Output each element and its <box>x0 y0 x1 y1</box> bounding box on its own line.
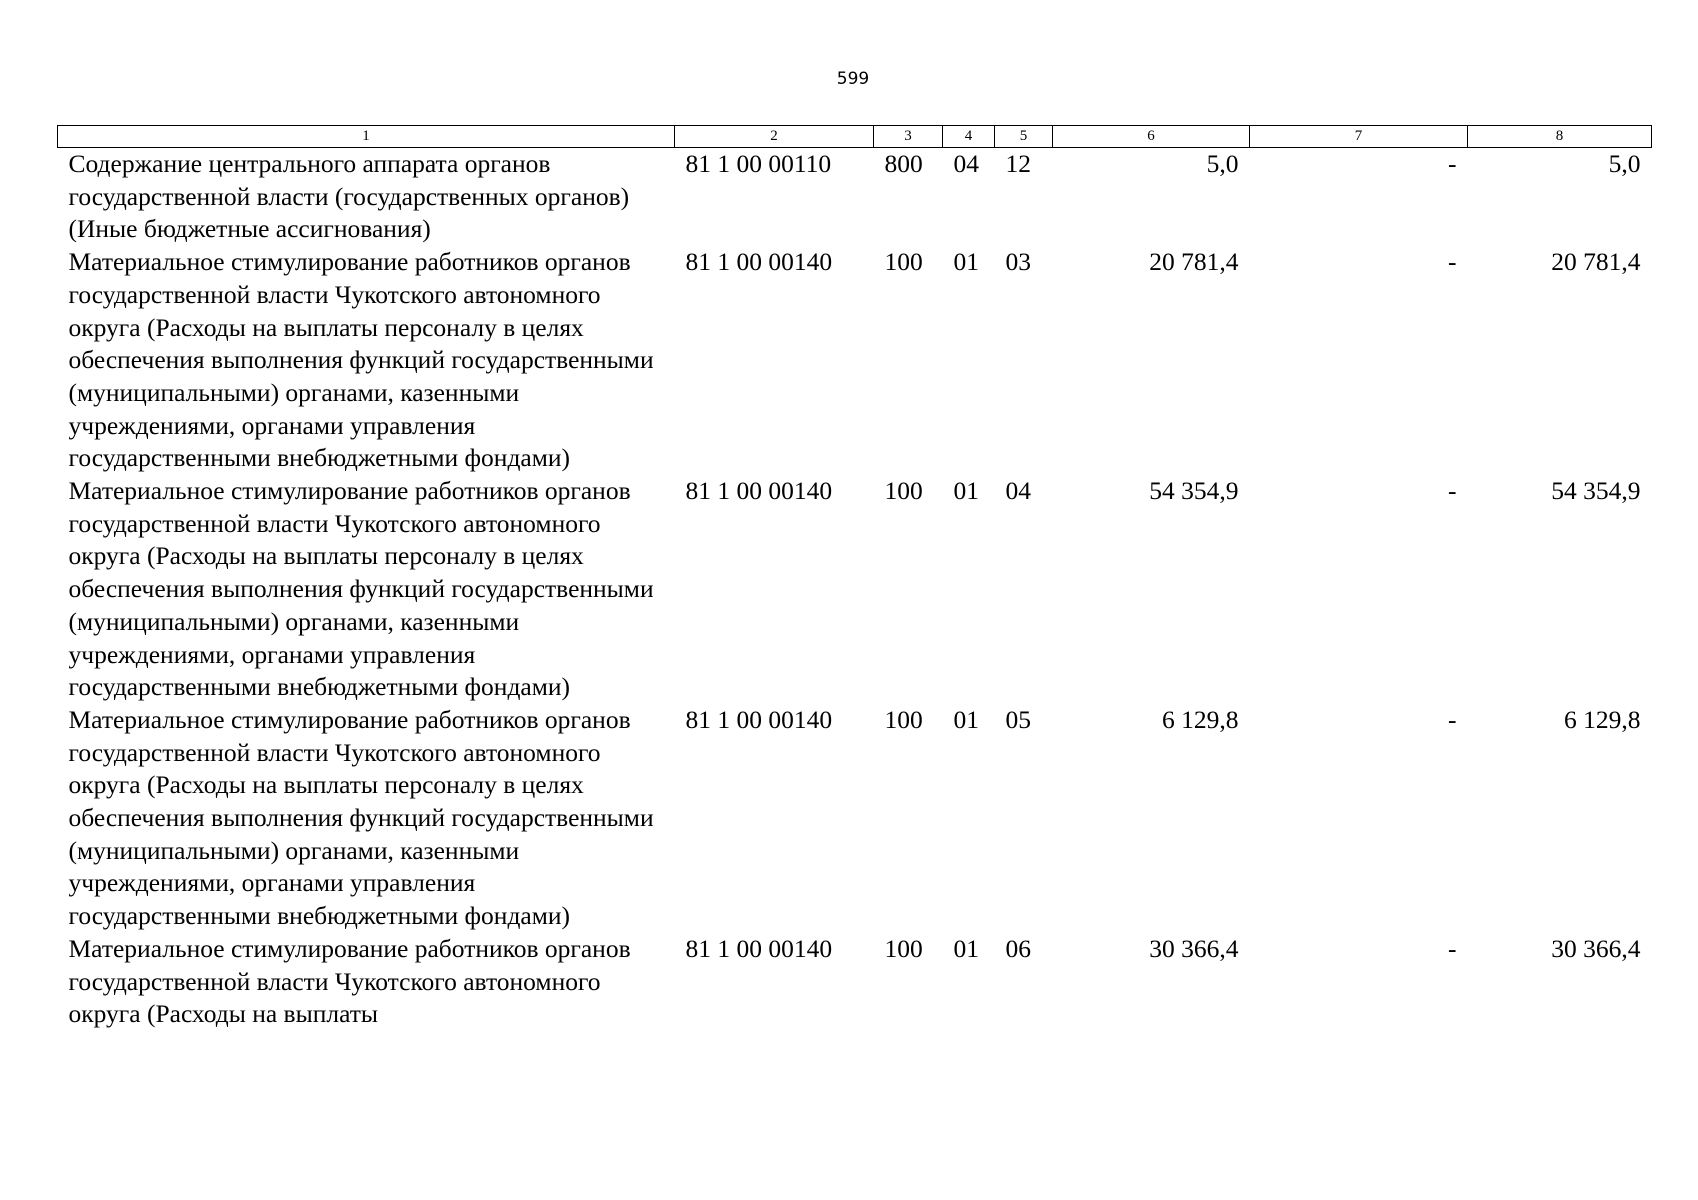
row-description: Материальное стимулирование работников органов государственной власти Чукотского автономного округа (Расходы на выплаты персоналу в целях обеспечения выполнения функций государственными (муниципальными) органами, казенными учреждениями, органами управления государственными внебюджетными фондами) <box>68 247 654 473</box>
target-article-code: 81 1 00 00140 <box>685 933 833 963</box>
amount-column-7: - <box>1448 933 1457 963</box>
table-row <box>58 933 1652 1031</box>
amount-column-6: 30 366,4 <box>1149 933 1239 963</box>
table-row <box>58 148 1652 247</box>
amount-column-6: 54 354,9 <box>1149 476 1239 506</box>
amount-column-7: - <box>1448 149 1457 178</box>
amount-column-8: 30 366,4 <box>1551 933 1641 963</box>
column-header: 3 <box>874 126 943 148</box>
amount-column-6: 6 129,8 <box>1162 704 1239 734</box>
column-header: 8 <box>1468 126 1652 148</box>
expense-type-code: 100 <box>884 933 923 963</box>
subsection-code: 06 <box>1005 933 1031 963</box>
section-code: 01 <box>953 247 979 277</box>
column-header: 2 <box>675 126 874 148</box>
subsection-code: 05 <box>1005 704 1031 734</box>
amount-column-8: 5,0 <box>1608 149 1641 178</box>
expense-type-code: 100 <box>884 476 923 506</box>
table-row <box>58 475 1652 704</box>
row-description: Материальное стимулирование работников органов государственной власти Чукотского автономного округа (Расходы на выплаты <box>68 933 631 1029</box>
page-number: 599 <box>836 69 870 89</box>
column-header: 1 <box>58 126 675 148</box>
section-code: 01 <box>953 933 979 963</box>
amount-column-7: - <box>1448 247 1457 277</box>
amount-column-7: - <box>1448 704 1457 734</box>
amount-column-8: 20 781,4 <box>1551 247 1641 277</box>
section-code: 01 <box>953 476 979 506</box>
target-article-code: 81 1 00 00140 <box>685 704 833 734</box>
table-row <box>58 704 1652 933</box>
amount-column-8: 54 354,9 <box>1551 476 1641 506</box>
expense-type-code: 100 <box>884 247 923 277</box>
row-description: Материальное стимулирование работников органов государственной власти Чукотского автономного округа (Расходы на выплаты персоналу в целях обеспечения выполнения функций государственными (муниципальными) органами, казенными учреждениями, органами управления государственными внебюджетными фондами) <box>68 704 654 931</box>
subsection-code: 04 <box>1005 476 1031 506</box>
column-header: 4 <box>943 126 995 148</box>
target-article-code: 81 1 00 00110 <box>685 149 832 178</box>
budget-table <box>57 125 1652 1031</box>
target-article-code: 81 1 00 00140 <box>685 247 833 277</box>
expense-type-code: 100 <box>884 704 923 734</box>
row-description: Содержание центрального аппарата органов государственной власти (государственных органов) (Иные бюджетные ассигнования) <box>68 149 630 244</box>
column-header: 6 <box>1053 126 1250 148</box>
column-number-header-row <box>58 126 1652 148</box>
column-header: 5 <box>995 126 1053 148</box>
subsection-code: 12 <box>1005 149 1031 178</box>
column-header: 7 <box>1250 126 1468 148</box>
section-code: 01 <box>953 704 979 734</box>
amount-column-7: - <box>1448 476 1457 506</box>
amount-column-6: 5,0 <box>1206 149 1239 178</box>
expense-type-code: 800 <box>884 149 923 178</box>
row-description: Материальное стимулирование работников органов государственной власти Чукотского автономного округа (Расходы на выплаты персоналу в целях обеспечения выполнения функций государственными (муниципальными) органами, казенными учреждениями, органами управления государственными внебюджетными фондами) <box>68 476 654 702</box>
subsection-code: 03 <box>1005 247 1031 277</box>
section-code: 04 <box>953 149 979 178</box>
target-article-code: 81 1 00 00140 <box>685 476 833 506</box>
amount-column-8: 6 129,8 <box>1564 704 1641 734</box>
table-row <box>58 246 1652 475</box>
amount-column-6: 20 781,4 <box>1149 247 1239 277</box>
